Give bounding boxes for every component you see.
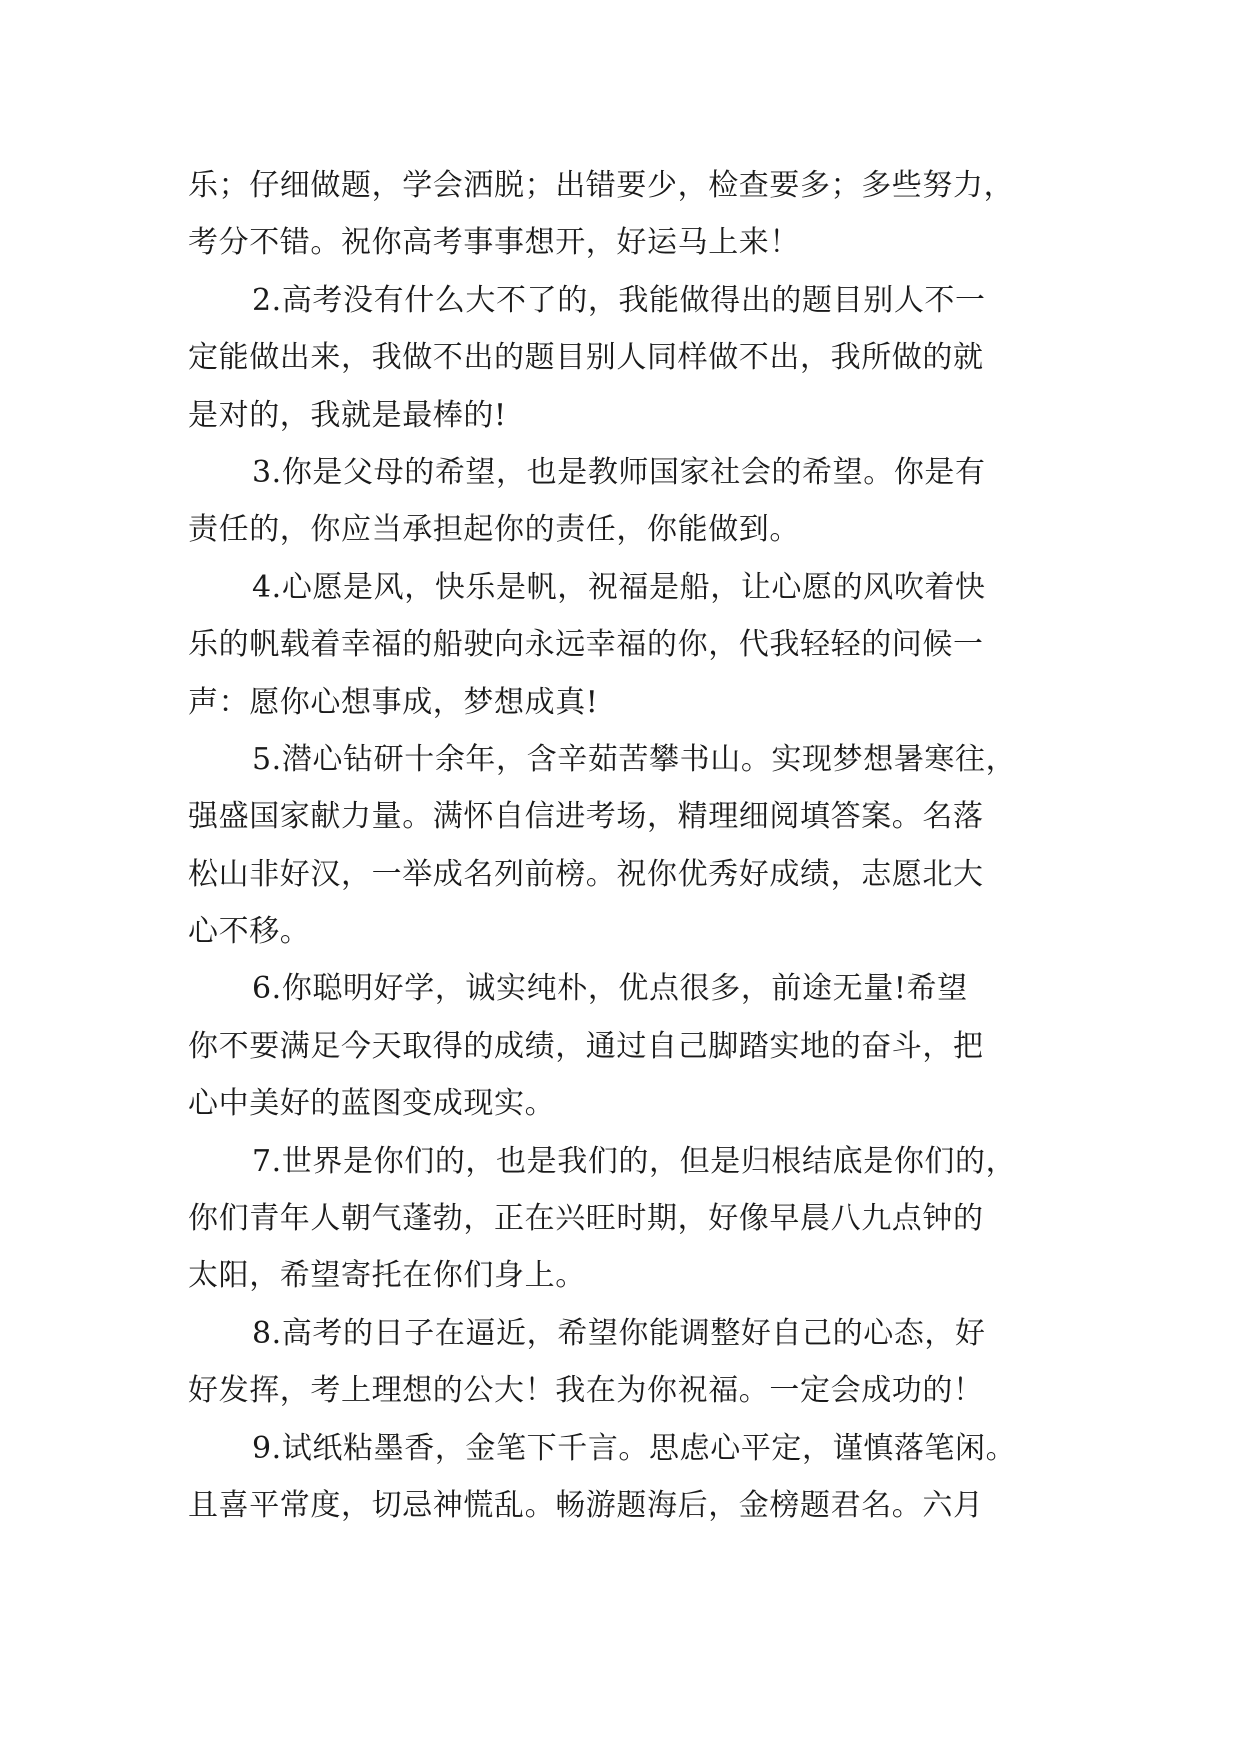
text-line: 心中美好的蓝图变成现实。 [188,1086,556,1122]
text-line: 2.高考没有什么大不了的，我能做得出的题目别人不一 [252,282,986,318]
text-line: 定能做出来，我做不出的题目别人同样做不出，我所做的就 [188,340,984,376]
text-line: 6.你聪明好学，诚实纯朴，优点很多，前途无量!希望 [252,971,968,1007]
text-line: 好发挥，考上理想的公大！我在为你祝福。一定会成功的！ [188,1373,984,1409]
text-line: 乐的帆载着幸福的船驶向永远幸福的你，代我轻轻的问候一 [188,627,984,663]
text-line: 3.你是父母的希望，也是教师国家社会的希望。你是有 [252,454,986,490]
text-line: 你们青年人朝气蓬勃，正在兴旺时期，好像早晨八九点钟的 [188,1201,984,1237]
text-line: 心不移。 [188,914,311,950]
text-line: 是对的，我就是最棒的! [188,397,507,433]
text-line: 声：愿你心想事成，梦想成真! [188,684,599,720]
text-line: 强盛国家献力量。满怀自信进考场，精理细阅填答案。名落 [188,799,984,835]
text-line: 你不要满足今天取得的成绩，通过自己脚踏实地的奋斗，把 [188,1028,984,1064]
text-line: 9.试纸粘墨香，金笔下千言。思虑心平定，谨慎落笔闲。 [252,1430,1017,1466]
text-line: 7.世界是你们的，也是我们的，但是归根结底是你们的， [252,1143,1017,1179]
text-line: 责任的，你应当承担起你的责任，你能做到。 [188,512,800,548]
text-line: 8.高考的日子在逼近，希望你能调整好自己的心态，好 [252,1315,986,1351]
text-line: 太阳，希望寄托在你们身上。 [188,1258,586,1294]
text-line: 松山非好汉，一举成名列前榜。祝你优秀好成绩，志愿北大 [188,856,984,892]
text-line: 乐；仔细做题，学会洒脱；出错要少，检查要多；多些努力， [188,168,1015,203]
text-line: 5.潜心钻研十余年，含辛茹苦攀书山。实现梦想暑寒往， [252,741,1017,777]
text-line: 且喜平常度，切忌神慌乱。畅游题海后，金榜题君名。六月 [188,1487,984,1523]
text-line: 4.心愿是风，快乐是帆，祝福是船，让心愿的风吹着快 [252,569,986,605]
text-line: 考分不错。祝你高考事事想开，好运马上来！ [188,225,800,261]
body-text [188,157,1058,1534]
